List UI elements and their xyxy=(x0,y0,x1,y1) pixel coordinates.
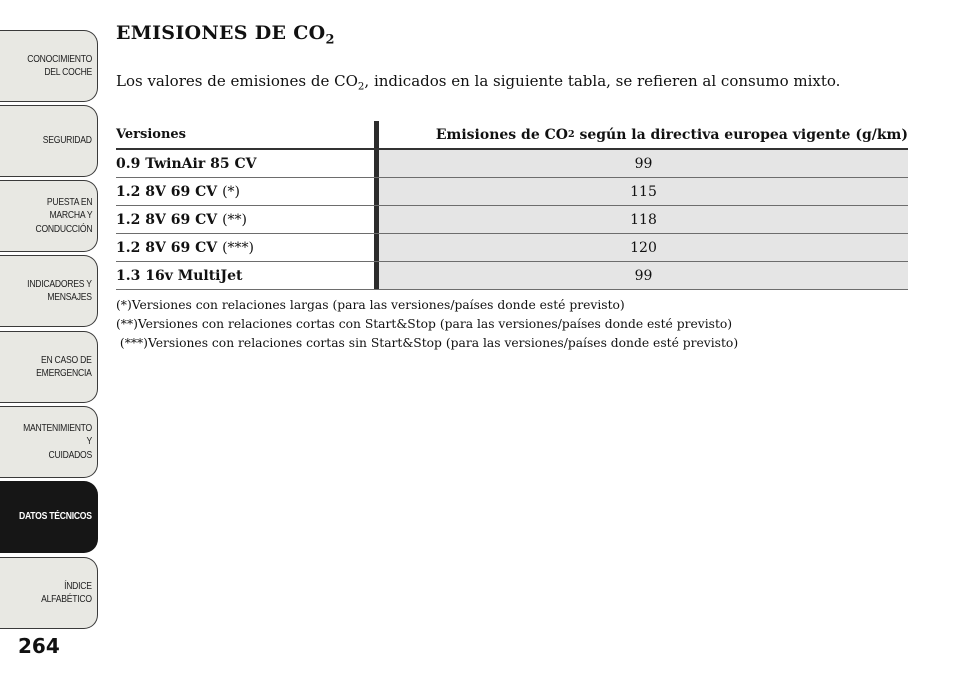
intro-text-1: Los valores de emisiones de CO xyxy=(116,72,358,90)
table-row xyxy=(116,234,908,262)
emission-value: 99 xyxy=(379,262,908,289)
footnote: (**)Versiones con relaciones cortas con Start&Stop (para las versiones/países donde esté previsto) xyxy=(116,317,733,331)
version-note: (**) xyxy=(222,211,248,228)
tab-mantenimiento-y-cuidados[interactable] xyxy=(0,406,98,478)
table-row xyxy=(116,262,908,290)
table-row xyxy=(116,206,908,234)
version-name: 1.2 8V 69 CV xyxy=(116,183,218,200)
emission-value: 118 xyxy=(379,206,908,233)
tab-puesta-en-marcha[interactable] xyxy=(0,180,98,252)
footnote: (*)Versiones con relaciones largas (para las versiones/países donde esté previsto) xyxy=(116,298,625,312)
version-name: 1.3 16v MultiJet xyxy=(116,267,243,284)
tab-seguridad[interactable] xyxy=(0,105,98,177)
footnotes xyxy=(116,296,738,353)
version-note: (***) xyxy=(222,239,255,256)
version-cell xyxy=(116,234,374,261)
table-header xyxy=(116,121,908,150)
chapter-tabs xyxy=(0,0,100,640)
tab-label: EN CASO DE EMERGENCIA xyxy=(36,353,92,379)
footnote: (***)Versiones con relaciones cortas sin Start&Stop (para las versiones/países donde esté previsto) xyxy=(116,336,739,350)
emission-value: 115 xyxy=(379,178,908,205)
version-note: (*) xyxy=(222,183,241,200)
header-emissions-text-1: Emisiones de CO xyxy=(435,126,568,143)
emission-value: 120 xyxy=(379,234,908,261)
intro-subscript: 2 xyxy=(357,81,365,93)
header-versions: Versiones xyxy=(116,127,186,142)
tab-label: PUESTA EN MARCHA Y CONDUCCIÓN xyxy=(35,196,92,235)
tab-indice-alfabetico[interactable] xyxy=(0,557,98,629)
intro-paragraph xyxy=(116,72,840,93)
version-name: 0.9 TwinAir 85 CV xyxy=(116,155,257,172)
version-cell xyxy=(116,206,374,233)
version-cell xyxy=(116,262,374,289)
header-emissions-subscript: 2 xyxy=(567,129,575,140)
tab-label: CONOCIMIENTO DEL COCHE xyxy=(27,52,92,78)
header-emissions-text-2: según la directiva europea vigente (g/km) xyxy=(574,126,908,143)
tab-datos-tecnicos[interactable] xyxy=(0,481,98,553)
tab-label: ÍNDICE ALFABÉTICO xyxy=(41,579,92,605)
version-name: 1.2 8V 69 CV xyxy=(116,211,218,228)
tab-conocimiento-del-coche[interactable] xyxy=(0,30,98,102)
version-cell xyxy=(116,150,374,177)
tab-indicadores-y-mensajes[interactable] xyxy=(0,255,98,327)
tab-label: SEGURIDAD xyxy=(43,134,92,147)
title-text: EMISIONES DE CO xyxy=(116,22,326,44)
page-number: 264 xyxy=(18,634,60,658)
tab-label: INDICADORES Y MENSAJES xyxy=(27,277,92,303)
tab-label: DATOS TÉCNICOS xyxy=(19,510,92,523)
tab-en-caso-de-emergencia[interactable] xyxy=(0,331,98,403)
version-name: 1.2 8V 69 CV xyxy=(116,239,218,256)
emissions-table xyxy=(116,121,908,290)
title-subscript: 2 xyxy=(325,32,335,48)
version-cell xyxy=(116,178,374,205)
header-emissions xyxy=(379,121,908,148)
table-row xyxy=(116,150,908,178)
tab-label: MANTENIMIENTO Y CUIDADOS xyxy=(23,422,93,461)
page-title xyxy=(116,22,335,48)
intro-text-2: , indicados en la siguiente tabla, se refieren al consumo mixto. xyxy=(364,72,841,90)
table-row xyxy=(116,178,908,206)
emission-value: 99 xyxy=(379,150,908,177)
